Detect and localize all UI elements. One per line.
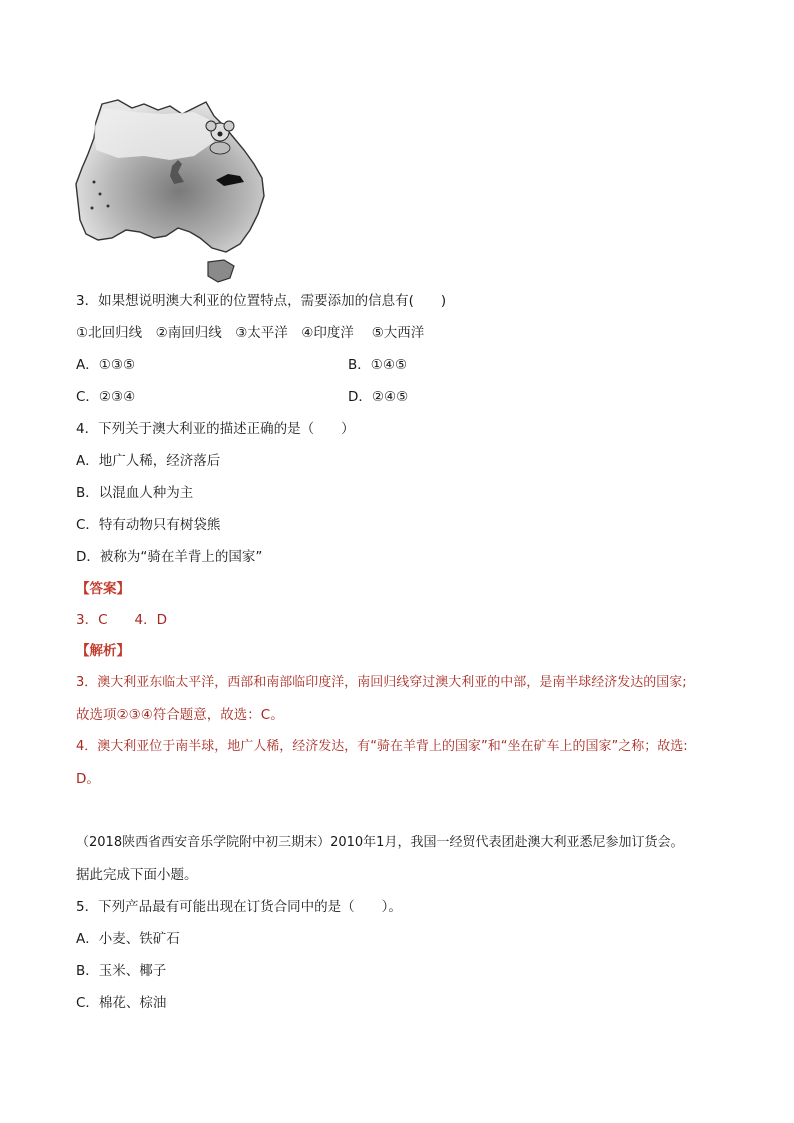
q5-option-a: A．小麦、铁矿石 [76, 931, 180, 947]
australia-map-icon [74, 98, 268, 286]
q3-option-d: D．②④⑤ [348, 389, 409, 405]
analysis-line-3: 4．澳大利亚位于南半球，地广人稀，经济发达，有“骑在羊背上的国家”和“坐在矿车上的国家”之称；故选: [76, 739, 688, 754]
answer-text: 3．C 4．D [76, 612, 167, 628]
q4-option-b: B．以混血人种为主 [76, 485, 194, 501]
q3-option-a: A．①③⑤ [76, 357, 136, 373]
q3-items: ①北回归线 ②南回归线 ③太平洋 ④印度洋 ⑤大西洋 [76, 325, 425, 341]
q3-stem: 3．如果想说明澳大利亚的位置特点，需要添加的信息有( ) [76, 293, 447, 309]
answer-tag: 【答案】 [76, 581, 130, 597]
intro-line-2: 据此完成下面小题。 [76, 867, 198, 883]
q3-option-c: C．②③④ [76, 389, 136, 405]
q3-option-b: B．①④⑤ [348, 357, 408, 373]
q4-option-c: C．特有动物只有树袋熊 [76, 517, 221, 533]
q4-option-a: A．地广人稀，经济落后 [76, 453, 221, 469]
analysis-line-2: 故选项②③④符合题意，故选：C。 [76, 707, 284, 723]
q4-option-d: D．被称为“骑在羊背上的国家” [76, 549, 263, 565]
q4-stem: 4．下列关于澳大利亚的描述正确的是（ ） [76, 421, 355, 437]
q5-stem: 5．下列产品最有可能出现在订货合同中的是（ ）。 [76, 899, 402, 915]
analysis-tag: 【解析】 [76, 643, 130, 659]
analysis-line-4: D。 [76, 771, 100, 787]
q5-option-c: C．棉花、棕油 [76, 995, 167, 1011]
intro-line-1: （2018陕西省西安音乐学院附中初三期末）2010年1月，我国一经贸代表团赴澳大利亚悉尼参加订货会。 [76, 835, 684, 850]
analysis-line-1: 3．澳大利亚东临太平洋，西部和南部临印度洋，南回归线穿过澳大利亚的中部，是南半球经济发达的国家; [76, 675, 687, 690]
q5-option-b: B．玉米、椰子 [76, 963, 167, 979]
